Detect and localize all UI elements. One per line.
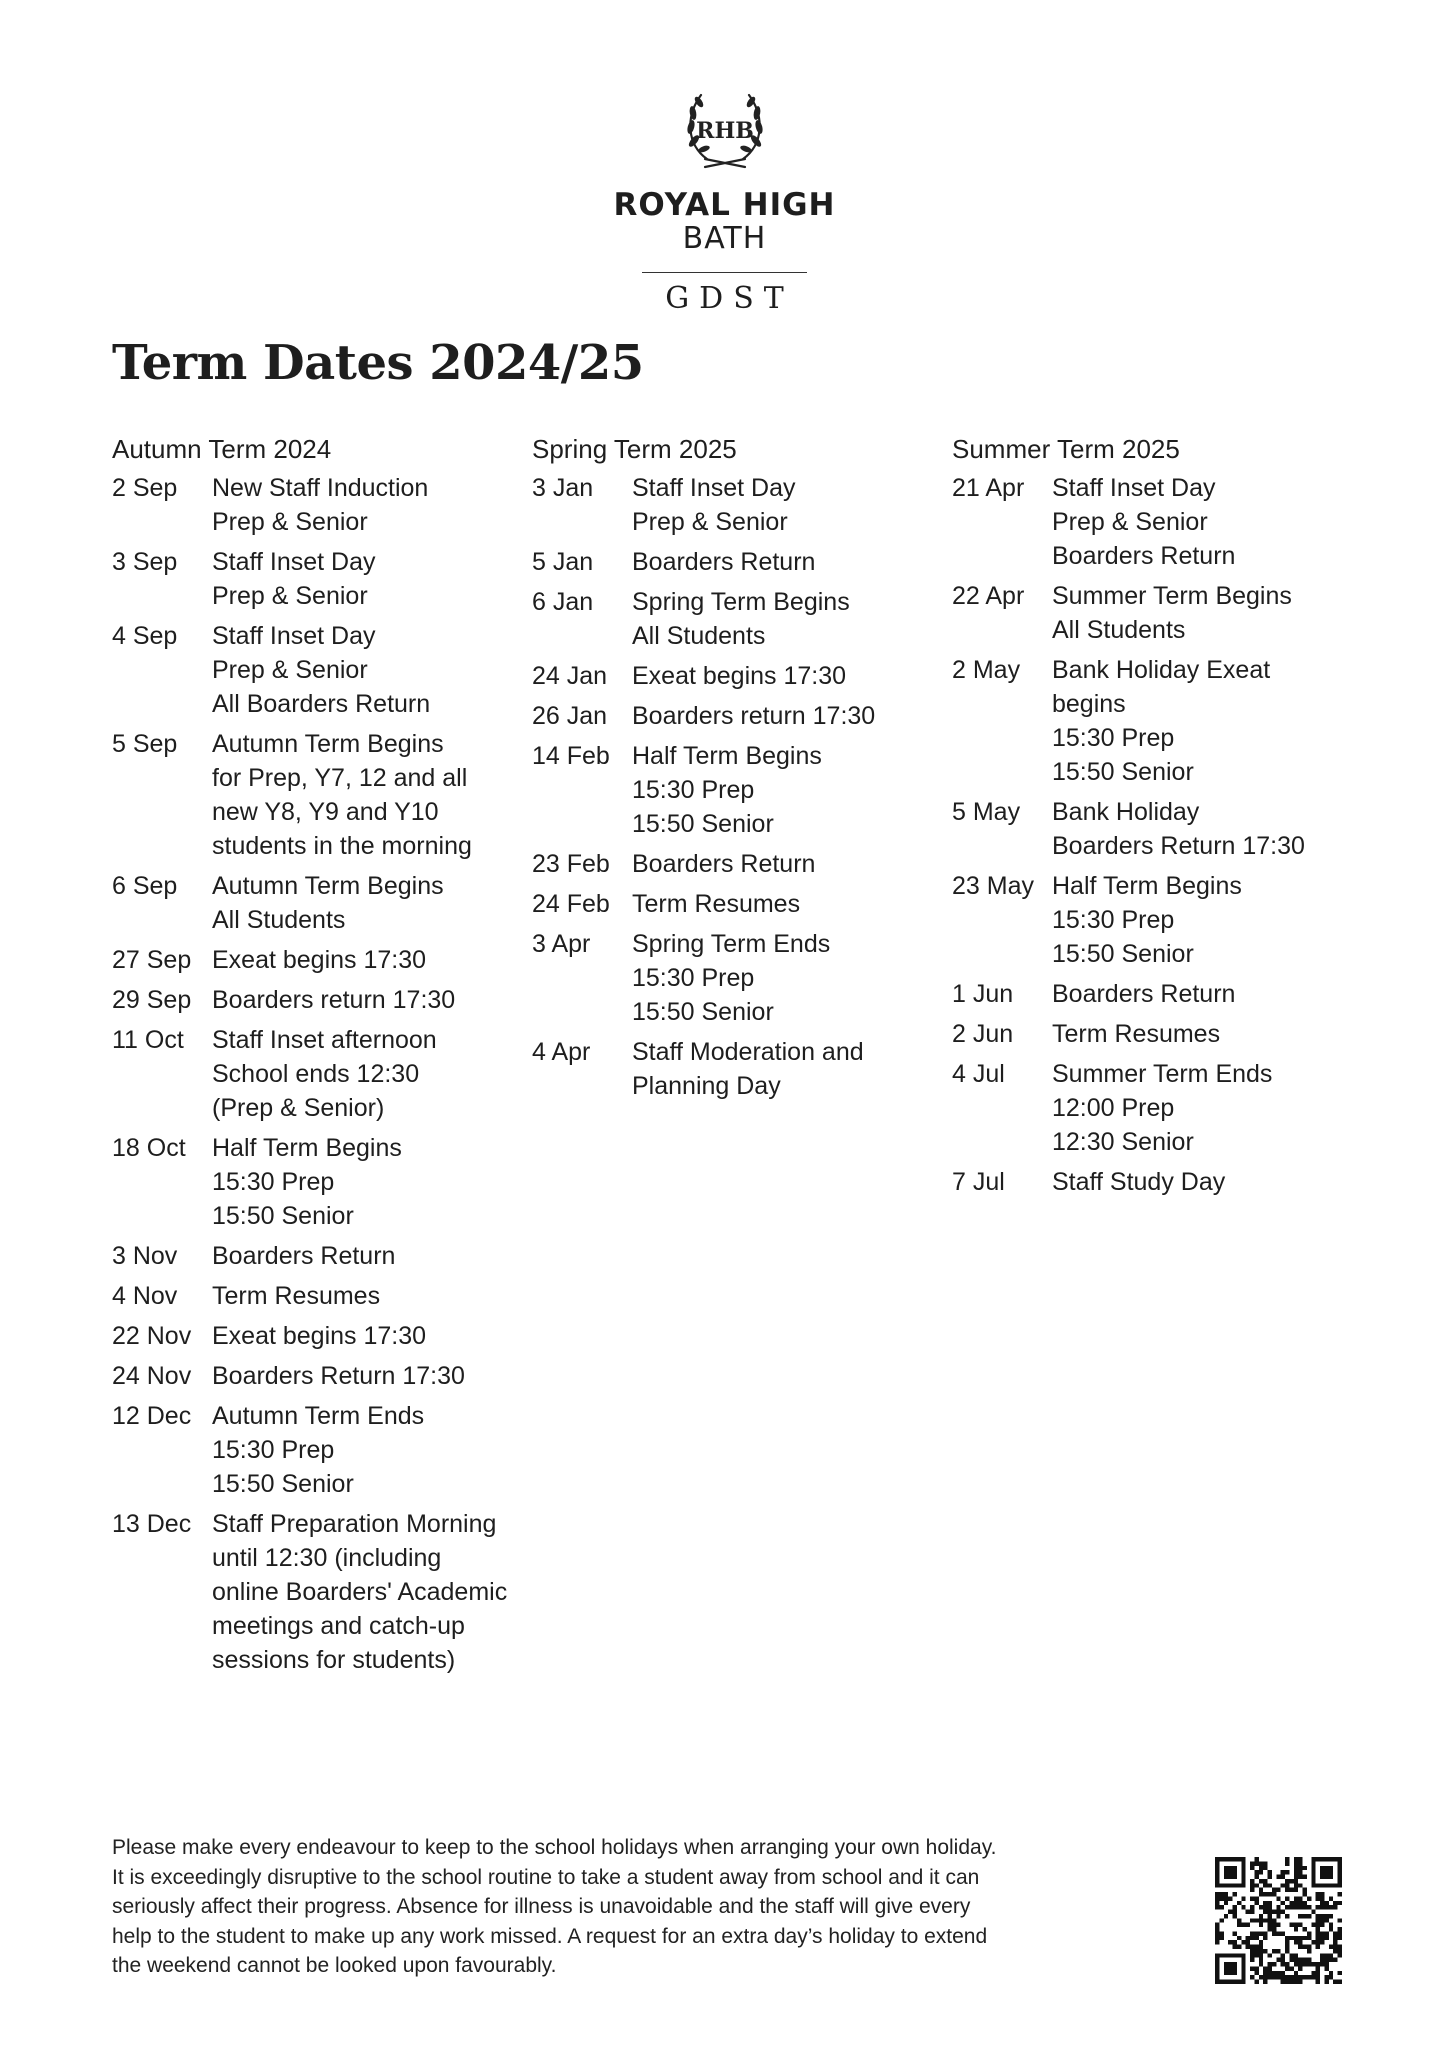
term-date-entry	[952, 471, 1352, 573]
entry-event	[1052, 1165, 1352, 1199]
term-date-entry	[532, 585, 932, 653]
entry-event-line: All Students	[212, 906, 346, 934]
entry-event-line: online Boarders' Academic	[212, 1578, 508, 1606]
term-date-entry	[112, 1359, 512, 1393]
entry-event-line: students in the morning	[212, 832, 472, 860]
entry-event-line: Prep & Senior	[1052, 508, 1208, 536]
entry-date: 3 Apr	[532, 930, 591, 958]
entry-event	[632, 1035, 932, 1103]
entry-date: 14 Feb	[532, 742, 610, 770]
column-heading: Summer Term 2025	[952, 434, 1180, 464]
entry-date: 29 Sep	[112, 986, 192, 1014]
page-title: Term Dates 2024/25	[112, 335, 644, 391]
entry-date: 6 Jan	[532, 588, 594, 616]
term-date-entry	[532, 739, 932, 841]
entry-event	[212, 1131, 512, 1233]
entry-event-line: Staff Inset Day	[1052, 474, 1216, 502]
entry-date: 2 Jun	[952, 1020, 1014, 1048]
entry-date: 3 Jan	[532, 474, 594, 502]
term-date-entry	[112, 1239, 512, 1273]
entry-event-line: Exeat begins 17:30	[632, 662, 847, 690]
entry-event	[1052, 471, 1352, 573]
entry-event	[212, 983, 512, 1017]
entry-date: 11 Oct	[112, 1026, 184, 1054]
term-date-entry	[112, 869, 512, 937]
entry-event-line: All Students	[632, 622, 766, 650]
term-date-entry	[952, 795, 1352, 863]
term-date-entry	[952, 869, 1352, 971]
term-date-entry	[532, 471, 932, 539]
entry-event	[212, 943, 512, 977]
entry-event	[1052, 579, 1352, 647]
entry-event-line: Exeat begins 17:30	[212, 1322, 427, 1350]
entry-event	[1052, 653, 1352, 789]
entry-event-line: 15:50 Senior	[1052, 940, 1194, 968]
entry-date: 7 Jul	[952, 1168, 1005, 1196]
entry-event-line: Boarders Return	[212, 1242, 396, 1270]
entry-event-line: until 12:30 (including	[212, 1544, 442, 1572]
term-date-entry	[112, 545, 512, 613]
entry-event-line: new Y8, Y9 and Y10	[212, 798, 439, 826]
notice-line: It is exceedingly disruptive to the school routine to take a student away from school and it can	[112, 1865, 980, 1889]
term-date-entry	[112, 1131, 512, 1233]
entry-event-line: Planning Day	[632, 1072, 781, 1100]
entry-event-line: Staff Inset Day	[212, 622, 376, 650]
entry-date: 12 Dec	[112, 1402, 192, 1430]
entry-event	[632, 887, 932, 921]
entry-event	[632, 927, 932, 1029]
entry-date: 2 May	[952, 656, 1021, 684]
entry-event-line: sessions for students)	[212, 1646, 456, 1674]
entry-event-line: Staff Inset Day	[632, 474, 796, 502]
term-date-entry	[532, 659, 932, 693]
entry-event-line: Spring Term Begins	[632, 588, 850, 616]
entry-date: 27 Sep	[112, 946, 192, 974]
autumn-term-column	[112, 432, 512, 1683]
term-date-entry	[952, 1165, 1352, 1199]
entry-event-line: Boarders return 17:30	[632, 702, 876, 730]
entry-event	[632, 847, 932, 881]
entry-event	[1052, 1057, 1352, 1159]
entry-event-line: 15:50 Senior	[1052, 758, 1194, 786]
entry-event-line: Term Resumes	[1052, 1020, 1221, 1048]
entry-event-line: Staff Preparation Morning	[212, 1510, 497, 1538]
entry-date: 18 Oct	[112, 1134, 186, 1162]
entry-event	[632, 699, 932, 733]
term-date-entry	[112, 1399, 512, 1501]
entry-event	[212, 1319, 512, 1353]
entry-event-line: School ends 12:30	[212, 1060, 420, 1088]
notice-line: the weekend cannot be looked upon favourably.	[112, 1954, 557, 1977]
entry-event-line: 15:50 Senior	[212, 1202, 354, 1230]
term-date-entry	[952, 579, 1352, 647]
entry-event-line: Boarders Return 17:30	[1052, 832, 1305, 860]
trust-name: GDST	[665, 281, 794, 316]
entry-event-line: Boarders Return	[1052, 542, 1236, 570]
entry-event-line: Summer Term Ends	[1052, 1060, 1273, 1088]
term-date-entry	[532, 847, 932, 881]
entry-event	[1052, 977, 1352, 1011]
entry-date: 3 Sep	[112, 548, 178, 576]
entry-event-line: Prep & Senior	[632, 508, 788, 536]
entry-date: 22 Nov	[112, 1322, 192, 1350]
entry-date: 26 Jan	[532, 702, 608, 730]
entry-event-line: Boarders Return	[632, 548, 816, 576]
entry-event	[212, 1239, 512, 1273]
term-date-entry	[952, 977, 1352, 1011]
entry-event-line: Autumn Term Begins	[212, 872, 444, 900]
entry-event-line: Bank Holiday	[1052, 798, 1200, 826]
logo-divider	[642, 272, 807, 273]
entry-event	[632, 585, 932, 653]
entry-event	[632, 739, 932, 841]
column-heading: Spring Term 2025	[532, 434, 737, 464]
term-date-entry	[952, 1017, 1352, 1051]
entry-event-line: 15:30 Prep	[212, 1168, 335, 1196]
holiday-notice	[112, 1833, 1112, 1981]
entry-event-line: 15:30 Prep	[212, 1436, 335, 1464]
entry-date: 4 Jul	[952, 1060, 1005, 1088]
entry-event-line: Half Term Begins	[632, 742, 822, 770]
entry-event-line: Autumn Term Begins	[212, 730, 444, 758]
entry-date: 1 Jun	[952, 980, 1014, 1008]
entry-event-line: 15:50 Senior	[632, 810, 774, 838]
entry-event-line: Prep & Senior	[212, 508, 368, 536]
entry-event-line: Staff Inset Day	[212, 548, 376, 576]
entry-event	[212, 1507, 512, 1677]
notice-line: help to the student to make up any work missed. A request for an extra day’s holiday to extend	[112, 1924, 988, 1948]
term-date-entry	[112, 943, 512, 977]
term-date-entry	[532, 887, 932, 921]
entry-event-line: Prep & Senior	[212, 582, 368, 610]
entry-event	[1052, 795, 1352, 863]
entry-date: 23 Feb	[532, 850, 610, 878]
entry-event-line: Summer Term Begins	[1052, 582, 1292, 610]
school-name-line2: BATH	[682, 221, 767, 256]
entry-date: 4 Apr	[532, 1038, 591, 1066]
spring-term-column	[532, 432, 932, 1109]
svg-text:RHB: RHB	[695, 118, 754, 144]
entry-date: 5 Jan	[532, 548, 594, 576]
entry-event	[212, 619, 512, 721]
entry-event-line: for Prep, Y7, 12 and all	[212, 764, 468, 792]
entry-event-line: Half Term Begins	[212, 1134, 402, 1162]
entry-event	[212, 545, 512, 613]
entry-event	[212, 1359, 512, 1393]
entry-event	[212, 471, 512, 539]
entry-event	[632, 471, 932, 539]
term-date-entry	[112, 619, 512, 721]
entry-date: 24 Feb	[532, 890, 610, 918]
entry-event	[212, 727, 512, 863]
qr-code	[1215, 1857, 1342, 1984]
entry-date: 4 Nov	[112, 1282, 178, 1310]
entry-event	[632, 545, 932, 579]
entry-date: 3 Nov	[112, 1242, 178, 1270]
entry-event	[212, 1399, 512, 1501]
term-date-entry	[112, 1023, 512, 1125]
term-date-entry	[112, 1319, 512, 1353]
entry-event-line: All Students	[1052, 616, 1186, 644]
school-logo	[0, 85, 1449, 317]
entry-event-line: begins	[1052, 690, 1126, 718]
notice-line: Please make every endeavour to keep to the school holidays when arranging your own holiday.	[112, 1836, 997, 1859]
entry-event-line: meetings and catch-up	[212, 1612, 465, 1640]
entry-event-line: Boarders Return 17:30	[212, 1362, 465, 1390]
entry-date: 5 Sep	[112, 730, 178, 758]
entry-event-line: New Staff Induction	[212, 474, 429, 502]
term-date-entry	[952, 653, 1352, 789]
entry-date: 2 Sep	[112, 474, 178, 502]
entry-event-line: 15:30 Prep	[1052, 724, 1175, 752]
entry-event-line: Autumn Term Ends	[212, 1402, 425, 1430]
column-heading: Autumn Term 2024	[112, 434, 332, 464]
term-date-entry	[112, 727, 512, 863]
entry-event	[632, 659, 932, 693]
entry-event-line: Staff Study Day	[1052, 1168, 1226, 1196]
entry-date: 22 Apr	[952, 582, 1025, 610]
crest-icon	[677, 85, 773, 171]
entry-date: 13 Dec	[112, 1510, 192, 1538]
entry-event-line: 12:00 Prep	[1052, 1094, 1175, 1122]
entry-date: 21 Apr	[952, 474, 1025, 502]
entry-event-line: Half Term Begins	[1052, 872, 1242, 900]
term-date-entry	[532, 699, 932, 733]
school-name-line1: ROYAL HIGH	[613, 187, 836, 223]
term-date-entry	[112, 471, 512, 539]
entry-event-line: Boarders Return	[1052, 980, 1236, 1008]
term-date-entry	[532, 545, 932, 579]
entry-event	[212, 869, 512, 937]
entry-event-line: (Prep & Senior)	[212, 1094, 385, 1122]
entry-event-line: 15:50 Senior	[212, 1470, 354, 1498]
term-date-entry	[112, 1507, 512, 1677]
term-date-entry	[112, 1279, 512, 1313]
entry-event	[212, 1279, 512, 1313]
entry-event-line: 15:30 Prep	[1052, 906, 1175, 934]
term-date-entry	[532, 927, 932, 1029]
term-date-entry	[112, 983, 512, 1017]
entry-event-line: Spring Term Ends	[632, 930, 831, 958]
entry-event-line: Staff Inset afternoon	[212, 1026, 437, 1054]
entry-event-line: 12:30 Senior	[1052, 1128, 1194, 1156]
entry-event	[1052, 1017, 1352, 1051]
entry-event-line: Prep & Senior	[212, 656, 368, 684]
entry-event-line: 15:30 Prep	[632, 964, 755, 992]
entry-event-line: Staff Moderation and	[632, 1038, 864, 1066]
notice-line: seriously affect their progress. Absence for illness is unavoidable and the staff will give every	[112, 1895, 971, 1918]
entry-event-line: 15:30 Prep	[632, 776, 755, 804]
entry-event-line: Bank Holiday Exeat	[1052, 656, 1271, 684]
entry-event-line: 15:50 Senior	[632, 998, 774, 1026]
entry-date: 6 Sep	[112, 872, 178, 900]
summer-term-column	[952, 432, 1352, 1205]
entry-event	[1052, 869, 1352, 971]
entry-date: 4 Sep	[112, 622, 178, 650]
entry-event-line: Exeat begins 17:30	[212, 946, 427, 974]
term-date-entry	[532, 1035, 932, 1103]
entry-date: 24 Nov	[112, 1362, 192, 1390]
entry-event-line: Term Resumes	[632, 890, 801, 918]
entry-date: 5 May	[952, 798, 1021, 826]
entry-event-line: Boarders return 17:30	[212, 986, 456, 1014]
entry-event	[212, 1023, 512, 1125]
term-date-entry	[952, 1057, 1352, 1159]
entry-event-line: Term Resumes	[212, 1282, 381, 1310]
entry-event-line: Boarders Return	[632, 850, 816, 878]
entry-date: 23 May	[952, 872, 1034, 900]
entry-event-line: All Boarders Return	[212, 690, 431, 718]
entry-date: 24 Jan	[532, 662, 608, 690]
